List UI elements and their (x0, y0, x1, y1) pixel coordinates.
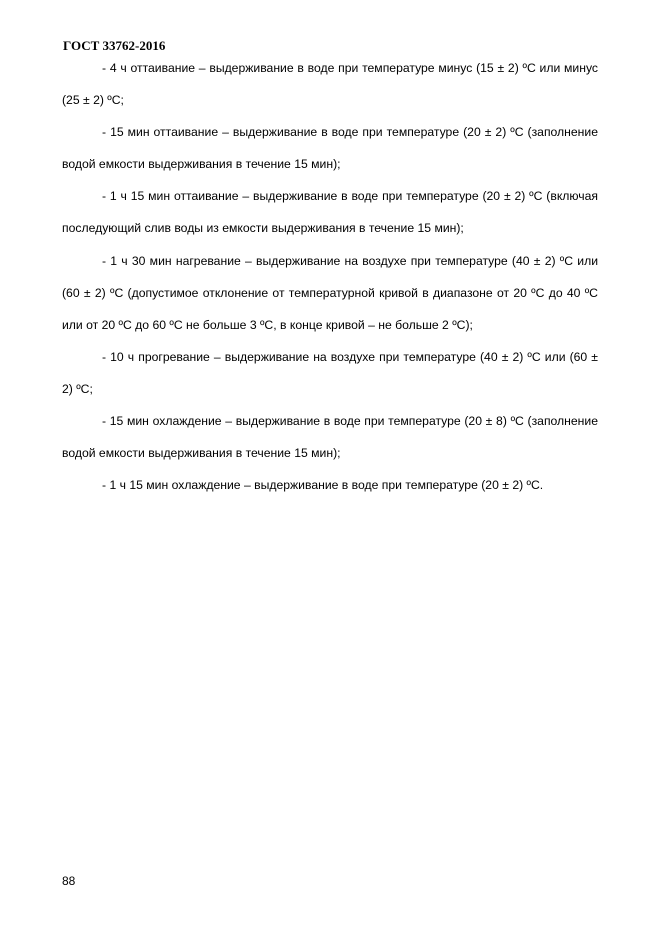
list-item: - 15 мин оттаивание – выдерживание в воде при температуре (20 ± 2) ºС (заполнение водой емкости выдерживания в течение 15 мин); (62, 125, 598, 172)
document-body (62, 52, 598, 501)
list-item: - 1 ч 15 мин оттаивание – выдерживание в воде при температуре (20 ± 2) ºС (включая последующий слив воды из емкости выдерживания в течение 15 мин); (62, 189, 598, 236)
document-header: ГОСТ 33762-2016 (63, 38, 166, 53)
list-item: - 15 мин охлаждение – выдерживание в воде при температуре (20 ± 8) ºС (заполнение водой емкости выдерживания в течение 15 мин); (62, 414, 598, 461)
list-item: - 1 ч 30 мин нагревание – выдерживание на воздухе при температуре (40 ± 2) ºС или (60 ± 2) ºС (допустимое отклонение от температурной кривой в диапазоне от 20 ºС до 40 ºС или от 20 ºС до 60 ºС не больше 3 ºС, в конце кривой – не больше 2 ºС); (62, 253, 598, 332)
list-item: - 4 ч оттаивание – выдерживание в воде при температуре минус (15 ± 2) ºС или минус (25 ± 2) ºС; (62, 61, 598, 108)
page-number: 88 (62, 874, 76, 888)
list-item: - 10 ч прогревание – выдерживание на воздухе при температуре (40 ± 2) ºС или (60 ± 2) ºС; (62, 349, 598, 396)
list-item: - 1 ч 15 мин охлаждение – выдерживание в воде при температуре (20 ± 2) ºС. (102, 478, 544, 493)
